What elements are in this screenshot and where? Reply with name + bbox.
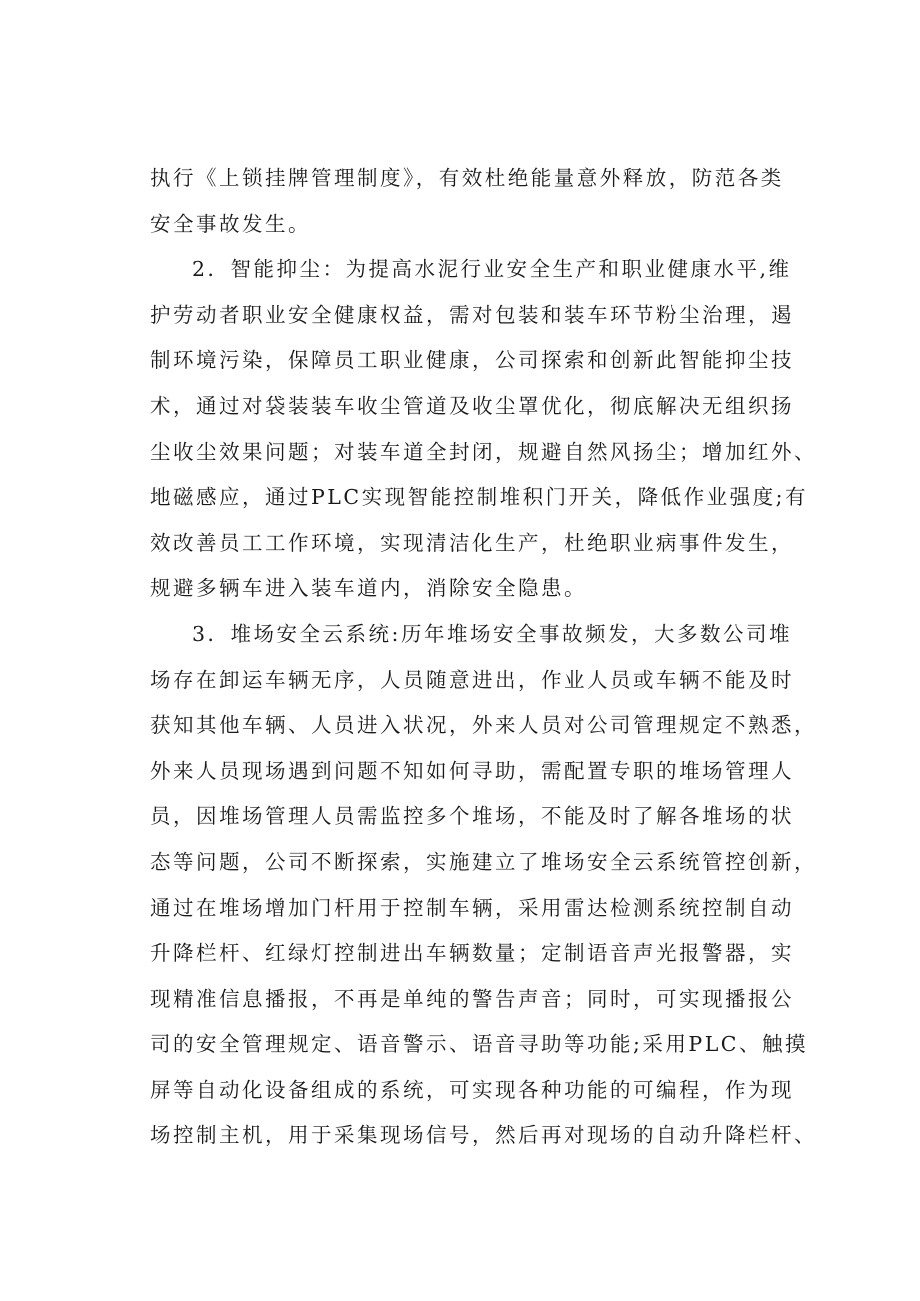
text-line: 制环境污染，保障员工职业健康，公司探索和创新此智能抑尘技 [150,348,794,373]
text-line: 员，因堆场管理人员需监控多个堆场，不能及时了解各堆场的状 [150,804,794,829]
text-line: 术，通过对袋装装车收尘管道及收尘罩优化，彻底解决无组织扬 [150,393,794,418]
text-line: 司的安全管理规定、语音警示、语音寻助等功能;采用PLC、触摸 [150,1032,808,1057]
text-line: 执行《上锁挂牌管理制度》，有效杜绝能量意外释放，防范各类 [150,166,784,190]
document-body [150,156,817,1159]
text-line: 升降栏杆、红绿灯控制进出车辆数量；定制语音声光报警器，实 [150,941,794,966]
text-line: 地磁感应，通过PLC实现智能控制堆积门开关，降低作业强度;有 [150,485,808,510]
paragraph-yard-safety-cloud [150,612,817,1159]
text-line: 尘收尘效果问题；对装车道全封闭，规避自然风扬尘；增加红外、 [150,439,817,464]
paragraph-smart-dust-suppression [150,247,817,612]
text-line: 场存在卸运车辆无序，人员随意进出，作业人员或车辆不能及时 [150,667,794,692]
text-line: 屏等自动化设备组成的系统，可实现各种功能的可编程，作为现 [150,1077,794,1102]
text-line: 场控制主机，用于采集现场信号，然后再对现场的自动升降栏杆、 [150,1123,817,1148]
text-line: 安全事故发生。 [150,211,311,236]
text-line: 获知其他车辆、人员进入状况，外来人员对公司管理规定不熟悉， [150,713,817,738]
text-line: 效改善员工工作环境，实现清洁化生产，杜绝职业病事件发生， [150,530,794,555]
text-line: 外来人员现场遇到问题不知如何寻助，需配置专职的堆场管理人 [150,758,794,783]
text-line: 护劳动者职业安全健康权益，需对包装和装车环节粉尘治理，遏 [150,302,794,327]
text-line: 2．智能抑尘：为提高水泥行业安全生产和职业健康水平,维 [192,257,792,282]
text-line: 3．堆场安全云系统:历年堆场安全事故频发，大多数公司堆 [192,621,792,646]
text-line: 通过在堆场增加门杆用于控制车辆，采用雷达检测系统控制自动 [150,895,794,920]
text-line: 现精准信息播报，不再是单纯的警告声音；同时，可实现播报公 [150,986,794,1011]
paragraph-continuation [150,156,814,247]
text-line: 规避多辆车进入装车道内，消除安全隐患。 [150,576,587,601]
text-line: 态等问题，公司不断探索，实施建立了堆场安全云系统管控创新， [150,849,817,874]
